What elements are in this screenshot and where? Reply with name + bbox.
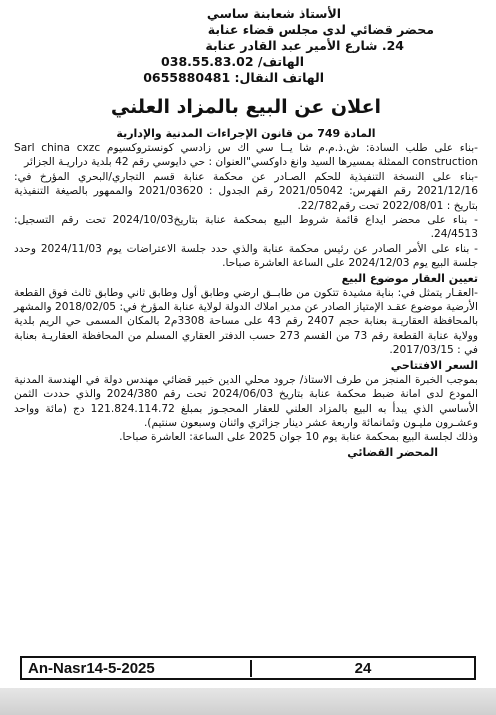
opening-price-title: السعر الافتتاحي [390,358,478,372]
newspaper-date: An-Nasr14-5-2025 [28,659,155,677]
page-number: 24 [250,660,474,677]
announcement-title: اعلان عن البيع بالمزاد العلني [110,96,382,118]
judgment-paragraph: -بناء على النسخة التنفيذية للحكم الصـادر عن محكمة عنابة قسم التجاري/البحري المؤرخ في: 2021/12/16 رقم الفهرس: 2021/05042 رقم الجدول : 2021/03620 والممهور بالصيغة التنفيذية بتاريخ : 2022/08/01 تحت رقم22/782. [14,170,479,212]
conditions-paragraph: - بناء على محضر ايداع قائمة شروط البيع بمحكمة عنابة بتاريخ2024/10/03 تحت رقم التسجيل: 24/4513. [14,214,478,241]
order-paragraph: - بناء على الأمر الصادر عن رئيس محكمة عنابة والذي حدد جلسة الاعتراضات يوم 2024/11/03 وحدد جلسة البيع يوم 2024/12/03 على الساعة العاشرة صباحا. [14,242,479,270]
legal-article: المادة 749 من قانون الإجراءات المدنية والإدارية [116,127,376,140]
bailiff-header [14,6,478,86]
property-paragraph: -العقـار يتمثل في: بناية مشيدة تتكون من طابــق ارضي وطابق أول وطابق ثاني وطابق ثالث فوق القطعة الأرضية موضوع عقـد الإمتياز الصادر عن مدير املاك الدولة لولاية عنابة المؤرخ في: 2018/02/05 والمشهر بالمحافظة العقاريـة بعنابة حجم 2407 رقم 43 على مساحة 3308م2 بالمكان المسمى حي الريم بلدية وولاية عنابة القطعة رقم 73 من القسم 273 حسب الدفتر العقاري المسلم من المحافظة العقاريـة بعنابة في : 2017/03/15. [14,286,479,357]
property-section-title: تعيين العقار موضوع البيع [341,271,478,285]
requester-paragraph: -بناء على طلب السادة: ش.ذ.م.م شا يــا سي اك س زادسي كونستروكسيوم Sarl china cxzc construction الممثلة بمسيرها السيد وانغ داوكسي"العنوان : حي دايوسي رقم 42 بلدية دراريـة الجزائر [14,142,478,169]
price-paragraph: بموجب الخبرة المنجز من طرف الاستاذ/ جرود محلي الدين خبير قضائي مهندس دولة في الهندسة المدنية المودع لدى امانة ضبط محكمة عنابة بتاريخ 2024/06/03 تحت رقم 2024/380 والذي حددت الثمن الأساسي الذي يبدأ به البيع بالمزاد العلني للعقار المحجـوز بمبلغ 121.824.114.72 دج (مائة وواحد وعشـرون مليـون وثمانمائة واربعة عشر دينار جزائري واثنان وسبعون سنتيم). [14,373,479,429]
signature: المحضر القضائي [347,445,438,459]
bailiff-mobile: الهاتف النقال: 0655880481 [143,70,324,85]
price-description [14,373,478,445]
session-paragraph: وذلك لجلسة البيع بمحكمة عنابة يوم 10 جوان 2025 على الساعة: العاشرة صباحا. [119,431,478,444]
announcement-body [14,141,478,271]
bailiff-address: 24. شارع الأمير عبد القادر عنابة [205,38,404,53]
bailiff-name: الأستاذ شعابنة ساسي [206,6,342,21]
property-description [14,286,478,358]
bailiff-phone: الهاتف/ 038.55.83.02 [161,54,304,69]
newspaper-footer [20,656,476,680]
bailiff-office: محضر قضائي لدى مجلس قضاء عنابة [207,22,434,37]
scan-edge [0,688,496,715]
